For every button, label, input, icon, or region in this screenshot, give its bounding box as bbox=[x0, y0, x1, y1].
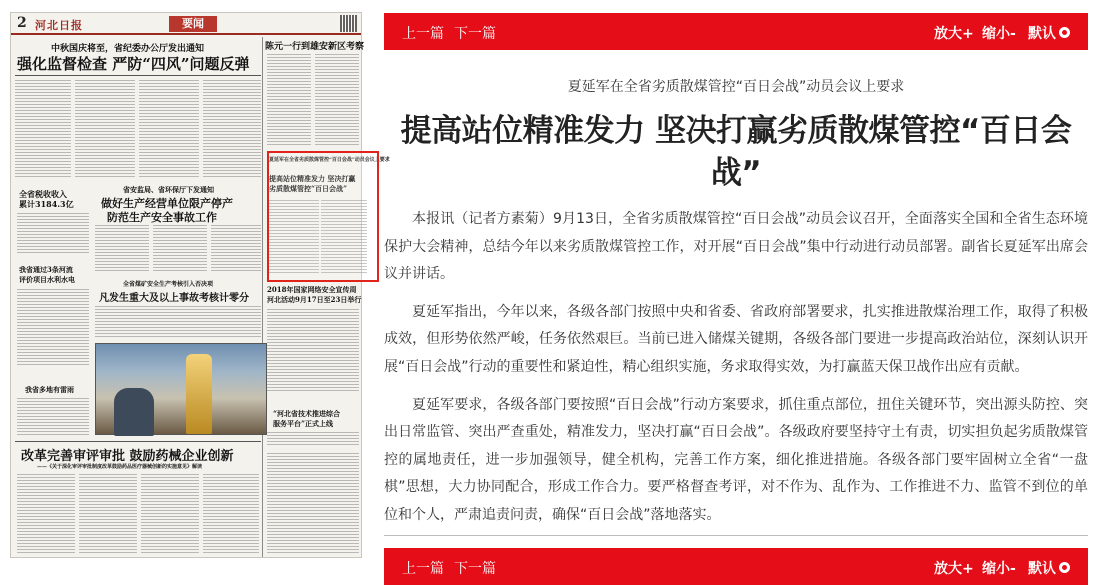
section-label: 要闻 bbox=[169, 16, 217, 32]
np-brief-headline[interactable]: 累计3184.3亿 bbox=[19, 199, 74, 209]
default-size-button[interactable]: 默认 bbox=[1028, 561, 1056, 577]
barcode-icon bbox=[340, 15, 357, 32]
zoom-in-button[interactable]: 放大+ bbox=[934, 561, 974, 577]
np-article-block[interactable] bbox=[315, 53, 359, 147]
np-article-block[interactable] bbox=[211, 225, 261, 273]
np-article-block[interactable] bbox=[15, 79, 71, 179]
np-article-block[interactable] bbox=[267, 307, 359, 393]
article-paragraph: 夏延军指出，今年以来，各级各部门按照中央和省委、省政府部署要求，扎实推进散煤治理工作，取得了积极成效，但形势依然严峻，任务依然艰巨。当前已进入储煤关键期，各级各部门要进一步提高政治站位，深刻认识开展“百日会战”行动的重要性和紧迫性，精心组织实施，务求取得实效，为打赢蓝天保卫战作出应有贡献。 bbox=[384, 303, 1088, 375]
np-headline-kicker[interactable]: 省安监局、省环保厅下发通知 bbox=[123, 185, 214, 194]
np-divider bbox=[15, 75, 261, 76]
np-brief-headline[interactable]: 全省税收收入 bbox=[19, 189, 67, 199]
newspaper-logo: 河北日报 bbox=[35, 19, 83, 32]
zoom-out-button[interactable]: 缩小- bbox=[982, 561, 1016, 577]
np-article-block[interactable] bbox=[75, 79, 135, 179]
np-brief-headline[interactable]: 评价项目水利水电 bbox=[19, 275, 75, 284]
np-article-block[interactable] bbox=[17, 397, 89, 437]
np-article-block[interactable] bbox=[139, 79, 199, 179]
reset-circle-icon[interactable] bbox=[1059, 562, 1070, 573]
prev-article-link[interactable]: 上一篇 bbox=[402, 561, 444, 577]
np-headline[interactable]: 河北活动9月17日至23日举行 bbox=[267, 295, 362, 304]
next-article-link[interactable]: 下一篇 bbox=[454, 26, 496, 42]
article-divider bbox=[384, 535, 1088, 536]
np-headline[interactable]: 防范生产安全事故工作 bbox=[107, 211, 217, 224]
np-highlight-headline-1[interactable]: 提高站位精准发力 坚决打赢 bbox=[269, 174, 356, 183]
np-headline[interactable]: 陈元一行到雄安新区考察 bbox=[265, 42, 365, 52]
np-headline[interactable]: 改革完善审评审批 鼓励药械企业创新 bbox=[21, 449, 234, 464]
np-article-block[interactable] bbox=[17, 473, 75, 555]
article-headline: 提高站位精准发力 坚决打赢劣质散煤管控“百日会战” bbox=[400, 113, 1072, 191]
np-article-block[interactable] bbox=[203, 79, 261, 179]
article-toolbar-bottom bbox=[384, 548, 1088, 585]
np-highlight-headline-2[interactable]: 劣质散煤管控“百日会战” bbox=[269, 184, 348, 193]
np-article-block[interactable] bbox=[267, 53, 311, 147]
np-headline-kicker[interactable]: 中秋国庆将至，省纪委办公厅发出通知 bbox=[51, 44, 205, 54]
article-toolbar-top bbox=[384, 13, 1088, 50]
article-paragraph: 本报讯（记者方素菊）9月13日，全省劣质散煤管控“百日会战”动员会议召开，全面落实全国和全省生态环境保护大会精神，总结今年以来劣质散煤管控工作，对开展“百日会战”集中行动进行动员部署。副省长夏延军出席会议并讲话。 bbox=[384, 211, 1088, 283]
article-body bbox=[384, 206, 1088, 540]
article-paragraph: 夏延军要求，各级各部门要按照“百日会战”行动方案要求，抓住重点部位，扭住关键环节，突出源头防控、突出日常监管、突出严查重处，精准发力，坚决打赢“百日会战”。各级政府要坚持守土有责，切实担负起劣质散煤管控的属地责任，进一步加强领导，健全机构，完善工作方案，细化推进措施。各级各部门要牢固树立全省“一盘棋”思想，大力协同配合，形成工作合力。要严格督查考评，对不作为、乱作为、工作推进不力、监管不到位的单位和个人，严肃追责问责，确保“百日会战”落地落实。 bbox=[384, 396, 1088, 523]
newspaper-masthead bbox=[11, 13, 361, 35]
newspaper-page-image[interactable] bbox=[10, 12, 390, 558]
np-column-rule bbox=[262, 37, 263, 557]
page-number: 2 bbox=[17, 15, 27, 31]
np-article-block[interactable] bbox=[203, 473, 259, 555]
np-article-block[interactable] bbox=[153, 225, 207, 273]
np-article-block[interactable] bbox=[141, 473, 199, 555]
np-headline[interactable]: 做好生产经营单位限产停产 bbox=[101, 197, 233, 210]
np-article-block[interactable] bbox=[17, 287, 89, 367]
zoom-in-button[interactable]: 放大+ bbox=[934, 26, 974, 42]
np-headline[interactable]: 强化监督检查 严防“四风”问题反弹 bbox=[17, 55, 250, 73]
next-article-link[interactable]: 下一篇 bbox=[454, 561, 496, 577]
np-news-photo[interactable] bbox=[95, 343, 267, 435]
zoom-out-button[interactable]: 缩小- bbox=[982, 26, 1016, 42]
np-headline[interactable]: 凡发生重大及以上事故考核计零分 bbox=[99, 293, 249, 304]
article-subtitle: 夏延军在全省劣质散煤管控“百日会战”动员会议上要求 bbox=[567, 79, 905, 95]
np-highlight-kicker[interactable]: 夏延军在全省劣质散煤管控“百日会战”动员会议上要求 bbox=[269, 157, 390, 163]
np-divider bbox=[15, 441, 261, 442]
reset-circle-icon[interactable] bbox=[1059, 27, 1070, 38]
np-headline[interactable]: “河北省技术推进综合 bbox=[273, 409, 341, 418]
np-article-block[interactable] bbox=[95, 305, 261, 339]
np-article-block[interactable] bbox=[267, 453, 359, 555]
prev-article-link[interactable]: 上一篇 bbox=[402, 26, 444, 42]
np-headline-sub[interactable]: ——《关于深化审评审批制度改革鼓励药品医疗器械创新的实施意见》解读 bbox=[37, 464, 203, 470]
np-brief-headline[interactable]: 我省通过3条河流 bbox=[19, 265, 73, 274]
np-article-block[interactable] bbox=[79, 473, 137, 555]
np-headline[interactable]: 服务平台”正式上线 bbox=[273, 419, 334, 428]
np-article-block[interactable] bbox=[17, 211, 89, 255]
default-size-button[interactable]: 默认 bbox=[1028, 26, 1056, 42]
np-brief-headline[interactable]: 我省多地有雷雨 bbox=[25, 385, 74, 394]
selected-article-highlight[interactable] bbox=[267, 151, 379, 282]
np-article-block[interactable] bbox=[267, 431, 359, 447]
np-headline[interactable]: 2018年国家网络安全宣传周 bbox=[267, 285, 357, 294]
np-headline-kicker[interactable]: 全省煤矿安全生产考核引入否决项 bbox=[123, 281, 214, 288]
np-article-block[interactable] bbox=[95, 225, 149, 273]
